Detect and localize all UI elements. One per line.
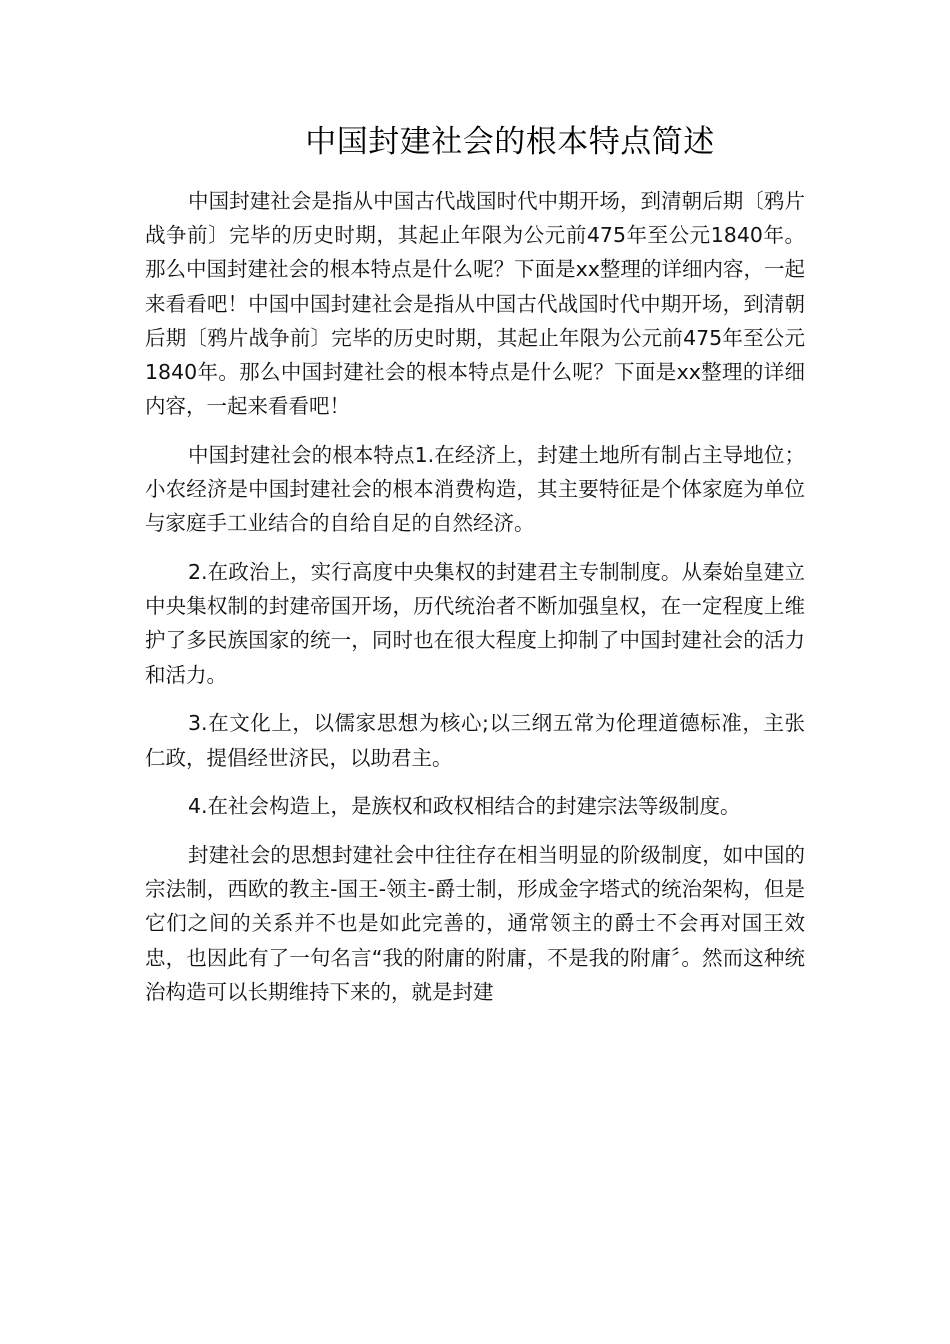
document-title: 中国封建社会的根本特点简述 — [305, 124, 715, 160]
paragraph-point-1: 中国封建社会的根本特点1.在经济上，封建土地所有制占主导地位；小农经济是中国封建社会的根本消费构造，其主要特征是个体家庭为单位与家庭手工业结合的自给自足的自然经济。 — [145, 442, 805, 536]
paragraph-point-4: 4.在社会构造上，是族权和政权相结合的封建宗法等级制度。 — [188, 794, 741, 819]
document-body — [145, 184, 805, 1023]
paragraph-point-3: 3.在文化上，以儒家思想为核心;以三纲五常为伦理道德标准，主张仁政，提倡经世济民，以助君主。 — [145, 711, 805, 770]
paragraph-point-2: 2.在政治上，实行高度中央集权的封建君主专制制度。从秦始皇建立中央集权制的封建帝国开场，历代统治者不断加强皇权，在一定程度上维护了多民族国家的统一，同时也在很大程度上抑制了中国封建社会的活力和活力。 — [145, 560, 805, 687]
paragraph-thought: 封建社会的思想封建社会中往往存在相当明显的阶级制度，如中国的宗法制，西欧的教主-国王-领主-爵士制，形成金字塔式的统治架构，但是它们之间的关系并不也是如此完善的，通常领主的爵士不会再对国王效忠，也因此有了一句名言“我的附庸的附庸，不是我的附庸〞。然而这种统治构造可以长期维持下来的，就是封建 — [145, 842, 805, 1004]
paragraph-intro: 中国封建社会是指从中国古代战国时代中期开场，到清朝后期〔鸦片战争前〕完毕的历史时期，其起止年限为公元前475年至公元1840年。那么中国封建社会的根本特点是什么呢？下面是xx整理的详细内容，一起来看看吧！中国中国封建社会是指从中国古代战国时代中期开场，到清朝后期〔鸦片战争前〕完毕的历史时期，其起止年限为公元前475年至公元1840年。那么中国封建社会的根本特点是什么呢？下面是xx整理的详细内容，一起来看看吧！ — [145, 189, 805, 419]
